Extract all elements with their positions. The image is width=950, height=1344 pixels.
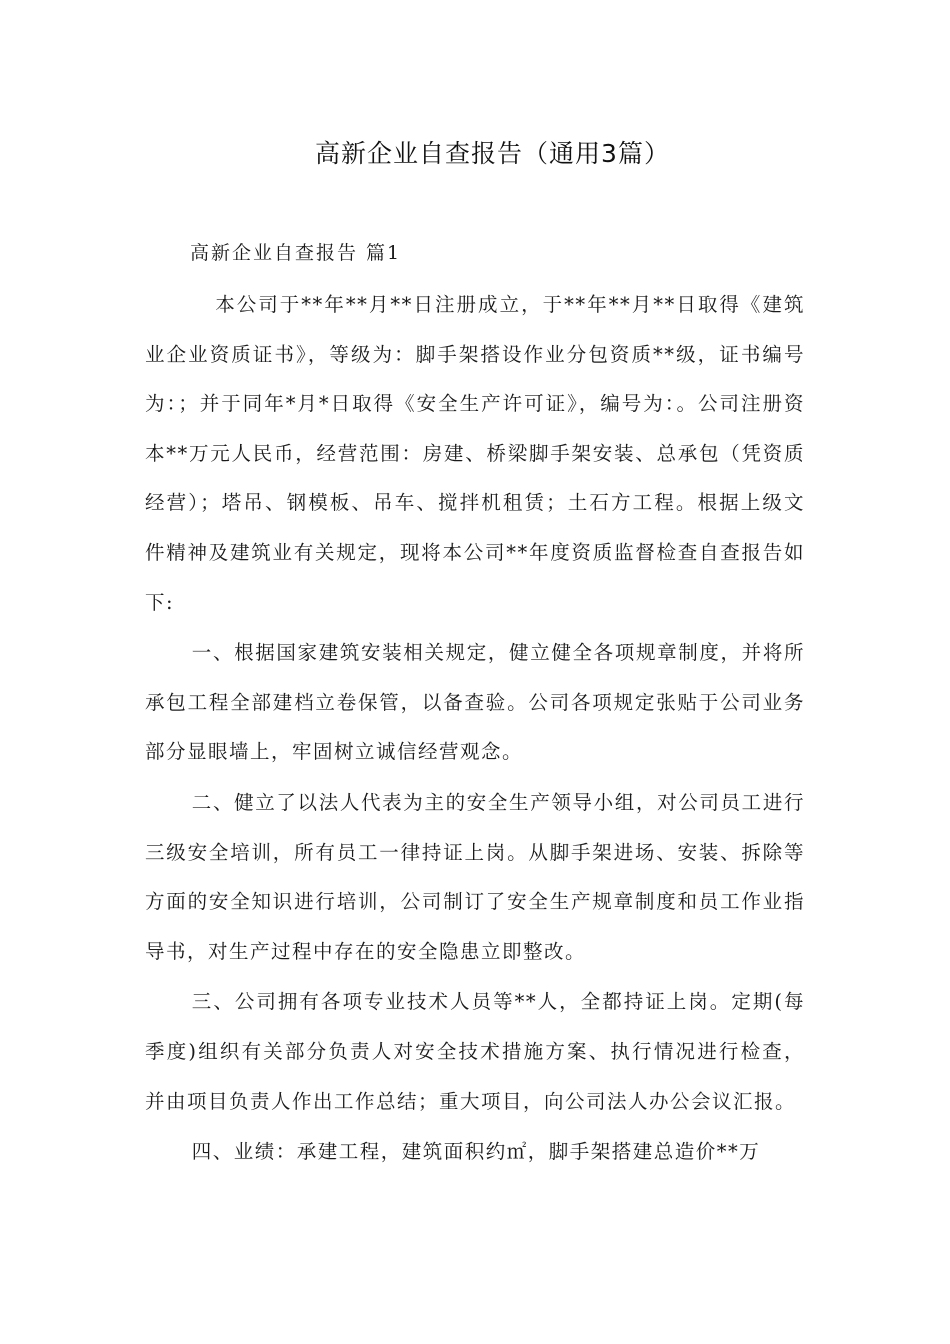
paragraph-item-4: 四、业绩：承建工程，建筑面积约㎡，脚手架搭建总造价**万 xyxy=(191,1140,761,1164)
paragraph-item-1: 一、根据国家建筑安装相关规定，健立健全各项规章制度，并将所承包工程全部建档立卷保管，以备查验。公司各项规定张贴于公司业务部分显眼墙上，牢固树立诚信经营观念。 xyxy=(145,641,805,764)
document-body xyxy=(145,280,805,1178)
document-title: 高新企业自查报告（通用3篇） xyxy=(315,139,670,168)
paragraph-item-2: 二、健立了以法人代表为主的安全生产领导小组，对公司员工进行三级安全培训，所有员工一律持证上岗。从脚手架进场、安装、拆除等方面的安全知识进行培训，公司制订了安全生产规章制度和员工作业指导书，对生产过程中存在的安全隐患立即整改。 xyxy=(145,790,805,963)
paragraph-intro: 本公司于**年**月**日注册成立，于**年**月**日取得《建筑业企业资质证书》，等级为：脚手架搭设作业分包资质**级，证书编号为：；并于同年*月*日取得《安全生产许可证》，编号为：。公司注册资本**万元人民币，经营范围：房建、桥梁脚手架安装、总承包（凭资质经营）；塔吊、钢模板、吊车、搅拌机租赁；土石方工程。根据上级文件精神及建筑业有关规定，现将本公司**年度资质监督检查自查报告如下: xyxy=(145,293,805,614)
section-heading: 高新企业自查报告 篇1 xyxy=(190,242,402,264)
paragraph-item-3: 三、公司拥有各项专业技术人员等**人，全都持证上岗。定期(每季度)组织有关部分负责人对安全技术措施方案、执行情况进行检查，并由项目负责人作出工作总结；重大项目，向公司法人办公会议汇报。 xyxy=(145,990,805,1113)
